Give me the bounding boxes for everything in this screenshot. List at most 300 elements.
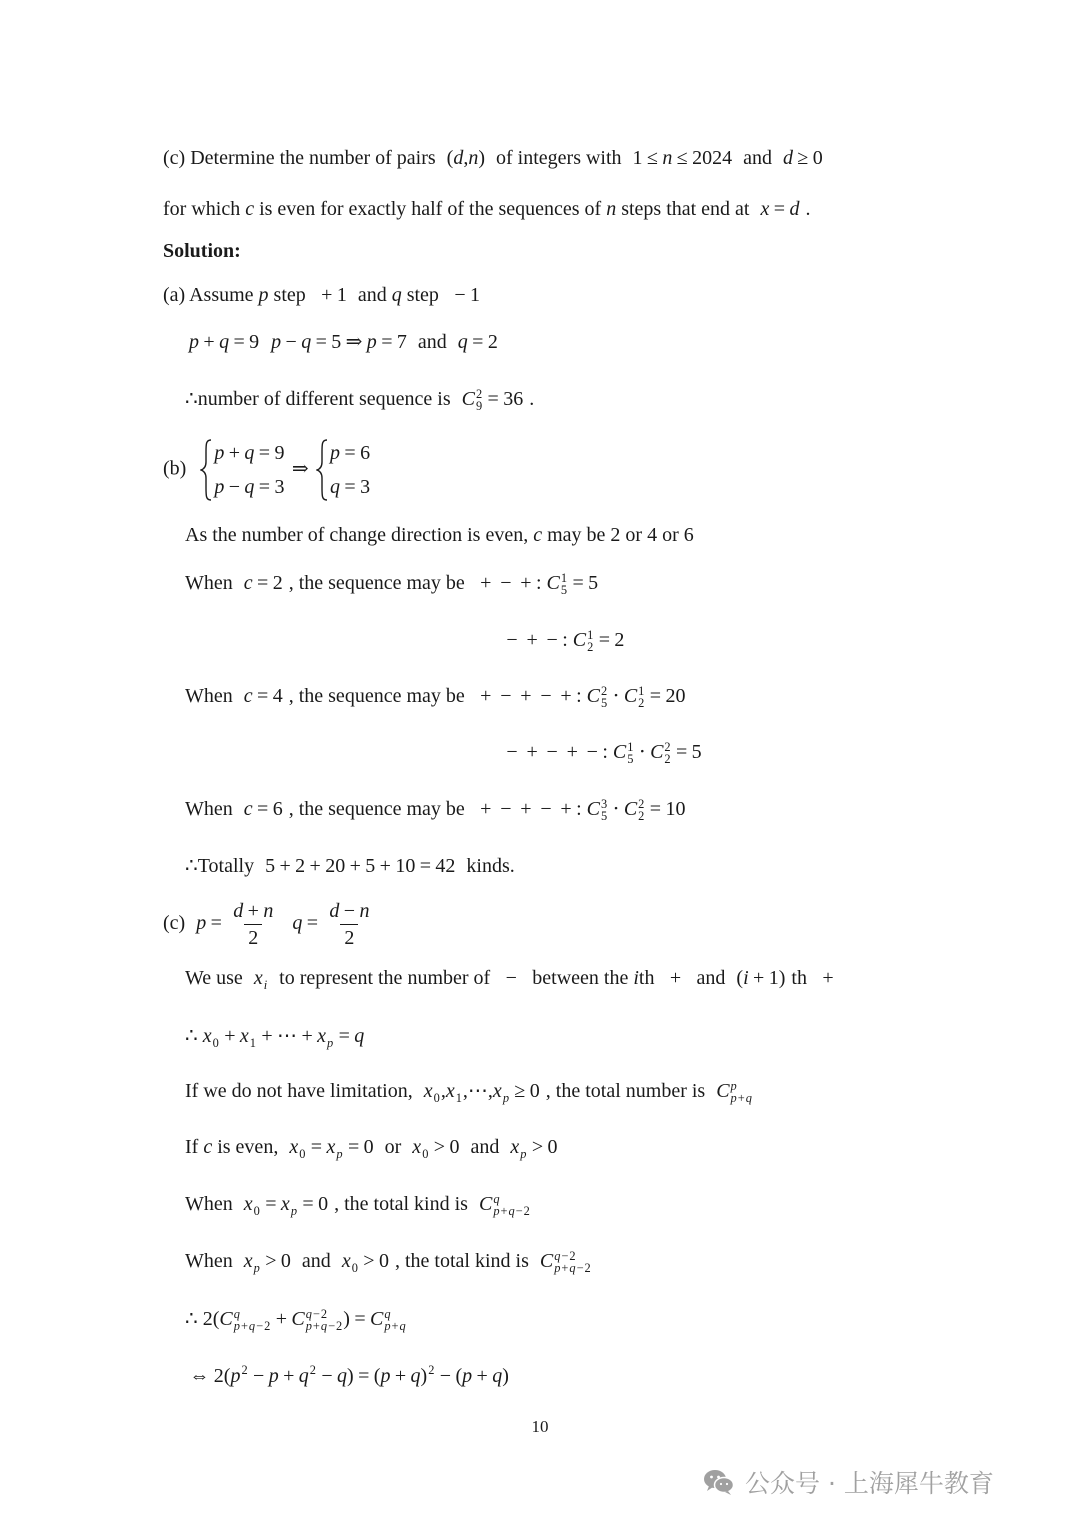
math-base: x <box>341 1250 351 1272</box>
superscript: 1 <box>638 684 645 699</box>
math-term <box>818 967 838 989</box>
text-run: When <box>185 1250 238 1272</box>
math-expression <box>418 1080 546 1105</box>
part-b-parity-note <box>185 523 694 547</box>
script-stack <box>731 1080 752 1105</box>
solution-heading <box>163 239 241 263</box>
math-term <box>423 1080 441 1105</box>
text-run: or <box>379 1136 407 1158</box>
math-base: q = 2 <box>457 331 498 353</box>
script-stack <box>638 685 644 710</box>
math-term <box>412 1136 429 1161</box>
script-stack <box>601 798 607 823</box>
math-base: x <box>326 1136 336 1158</box>
math-term <box>185 1025 203 1047</box>
math-term <box>783 147 823 169</box>
bold-heading: Solution: <box>163 240 241 262</box>
math-base: + <box>669 967 682 989</box>
math-expression <box>179 1025 370 1050</box>
superscript: 2 <box>664 740 671 755</box>
left-brace-icon <box>200 438 212 502</box>
script-stack <box>503 1092 509 1104</box>
math-term <box>292 912 322 934</box>
math-term <box>633 147 733 169</box>
math-term <box>287 458 313 480</box>
script-stack <box>476 388 482 413</box>
math-base: C <box>291 1308 305 1330</box>
text-run: may be 2 or 4 or 6 <box>542 524 694 546</box>
script-stack <box>352 1262 358 1274</box>
subscript: 0 <box>422 1146 429 1161</box>
math-base: > 0 <box>265 1250 291 1272</box>
math-term <box>650 740 672 767</box>
math-expression <box>534 1249 598 1276</box>
math-variable: i <box>633 967 639 989</box>
math-term <box>586 684 609 711</box>
math-term <box>185 1365 249 1387</box>
math-base: ⋅ <box>612 685 620 707</box>
text-run: , the total kind is <box>334 1193 473 1215</box>
math-base: C <box>586 685 600 707</box>
superscript: 1 <box>627 740 634 755</box>
text-run: and <box>738 147 777 169</box>
math-expression <box>659 967 691 989</box>
math-term <box>645 798 685 820</box>
math-term <box>608 798 624 820</box>
math-base: − (p + q) <box>439 1365 509 1387</box>
math-term <box>220 1025 240 1047</box>
script-stack <box>664 741 670 766</box>
math-term <box>623 684 646 711</box>
part-b-case-c4-first <box>185 684 691 710</box>
text-run: and <box>465 1136 505 1158</box>
math-expression <box>495 967 527 989</box>
text-run: When <box>185 685 238 707</box>
math-base: ⋅ <box>612 798 620 820</box>
math-base: C <box>572 629 587 651</box>
text-run: and <box>296 1250 336 1272</box>
superscript: p <box>730 1079 737 1094</box>
math-base: − + − + − : <box>506 741 608 763</box>
math-term <box>341 1250 359 1275</box>
math-base: ⋅ <box>638 741 646 763</box>
math-base: C <box>650 741 664 763</box>
script-stack <box>456 1092 462 1104</box>
math-term <box>510 1136 527 1161</box>
math-expression <box>311 284 353 306</box>
math-base: x <box>280 1193 290 1215</box>
part-c-xi-definition <box>185 966 844 991</box>
math-term <box>463 1080 493 1102</box>
math-term <box>298 1193 328 1215</box>
superscript: 2 <box>600 684 608 699</box>
math-term <box>612 740 635 767</box>
math-base: + <box>224 1025 236 1047</box>
math-term <box>716 1079 753 1106</box>
math-term <box>586 797 609 824</box>
text-run: When <box>185 798 238 820</box>
superscript: 2 <box>241 1363 248 1378</box>
math-term <box>672 741 702 763</box>
subscript: p+q−2 <box>554 1261 591 1276</box>
superscript: 2 <box>475 387 483 402</box>
math-term <box>291 1307 343 1334</box>
script-stack <box>241 1364 247 1376</box>
math-base: ≥ 0 <box>514 1080 540 1102</box>
math-base: = <box>310 1136 323 1158</box>
math-expression <box>238 1193 334 1218</box>
math-base: x <box>492 1080 502 1102</box>
math-term <box>435 1365 508 1387</box>
math-term <box>185 1308 219 1330</box>
math-base: ∴ <box>185 1025 198 1047</box>
math-base: c = 6 <box>243 798 283 820</box>
math-base: ⇒ <box>291 457 309 480</box>
math-term <box>219 1307 271 1334</box>
script-stack <box>264 979 267 991</box>
math-expression <box>336 1250 395 1275</box>
math-base: C <box>546 572 560 594</box>
part-b-total <box>185 854 515 878</box>
math-base: + ⋯ + <box>261 1025 313 1047</box>
subscript: 0 <box>212 1035 219 1050</box>
math-base: x <box>317 1025 326 1047</box>
math-expression <box>238 685 289 707</box>
math-base: = <box>265 1193 277 1215</box>
subscript: p+q−2 <box>305 1319 343 1334</box>
math-term <box>271 331 407 353</box>
math-term <box>189 331 259 353</box>
text-run: is even, <box>212 1136 284 1158</box>
math-base: = 5 <box>676 741 702 763</box>
math-term <box>546 571 569 598</box>
math-base: x <box>243 1250 253 1272</box>
script-stack <box>291 1205 297 1217</box>
math-term <box>289 1136 306 1161</box>
math-base: − q) = (p + q) <box>321 1365 428 1387</box>
part-a-setup <box>163 283 486 307</box>
fraction-denominator: 2 <box>244 924 262 951</box>
text-run: , the total number is <box>545 1080 711 1102</box>
math-expression <box>456 387 530 414</box>
math-expression <box>755 198 806 220</box>
math-term <box>359 1250 389 1272</box>
watermark-text: 公众号 · 上海犀牛教育 <box>745 1469 994 1498</box>
math-base: , <box>440 1080 446 1102</box>
math-expression <box>504 1136 563 1161</box>
part-a-equations <box>183 330 504 354</box>
math-term <box>736 967 785 989</box>
script-stack <box>306 1308 343 1333</box>
math-expression <box>473 1192 537 1219</box>
equation-system <box>316 436 370 504</box>
math-base: = 10 <box>649 798 686 820</box>
script-stack <box>627 741 633 766</box>
math-base: x <box>239 1025 249 1047</box>
script-stack <box>254 1262 260 1274</box>
math-term <box>476 572 547 594</box>
math-expression <box>730 967 791 989</box>
script-stack <box>384 1308 405 1333</box>
part-b-case-c6 <box>185 797 691 823</box>
math-base: > 0 <box>531 1136 558 1158</box>
text-run: (c) <box>163 912 191 935</box>
script-stack <box>234 1308 271 1333</box>
subscript: p+q−2 <box>493 1204 530 1219</box>
math-expression <box>190 900 286 949</box>
math-base: + <box>822 967 834 989</box>
equation-row: p + q = 9 <box>214 442 285 464</box>
math-base: c = 2 <box>243 572 283 594</box>
text-run: . <box>805 198 811 220</box>
subscript: p <box>290 1203 298 1218</box>
text-run: of integers with <box>491 147 627 169</box>
subscript: 5 <box>600 696 608 711</box>
text-run: step <box>401 284 444 306</box>
math-variable: c <box>533 524 543 546</box>
math-base: c = 4 <box>243 685 283 707</box>
math-base: q = <box>292 912 318 935</box>
math-base: x <box>243 1193 253 1215</box>
equation-row: p − q = 3 <box>214 476 285 498</box>
part-b-system <box>163 436 379 504</box>
subscript: p+q <box>384 1319 406 1334</box>
subscript: p <box>327 1035 334 1050</box>
fraction-denominator: 2 <box>340 924 358 951</box>
math-variable: n <box>606 198 617 220</box>
math-term <box>239 1025 257 1050</box>
math-expression <box>179 1307 413 1334</box>
math-base: 1 ≤ n ≤ 2024 <box>632 147 733 169</box>
math-term <box>343 1308 370 1330</box>
subscript: p <box>336 1146 343 1161</box>
math-base: p + q = 9 <box>189 331 260 353</box>
math-base: + 1 <box>321 284 347 306</box>
math-expression <box>496 628 630 655</box>
math-term <box>369 1307 407 1334</box>
text-run: between the <box>527 967 634 989</box>
fraction-numerator: d − n <box>329 900 370 922</box>
math-term <box>608 685 624 707</box>
math-term <box>634 741 650 763</box>
part-c-case-zero <box>185 1192 537 1218</box>
subscript: 5 <box>600 809 608 824</box>
subscript: p <box>253 1260 260 1275</box>
math-expression <box>444 284 486 306</box>
part-c-equation <box>179 1307 413 1333</box>
math-expression <box>238 798 289 820</box>
math-base: C <box>461 388 475 410</box>
script-stack <box>428 1364 434 1376</box>
math-base: + − + : <box>480 572 542 594</box>
script-stack <box>336 1148 342 1160</box>
script-stack <box>250 1037 256 1049</box>
text-run: When <box>185 1193 238 1215</box>
text-run: and <box>691 967 731 989</box>
math-base: C <box>478 1193 493 1215</box>
math-expression <box>496 740 708 767</box>
math-base: + − + − + : <box>480 798 582 820</box>
equation-system <box>200 436 284 504</box>
math-term <box>492 1080 510 1105</box>
math-expression <box>248 967 274 992</box>
superscript: 2 <box>309 1363 316 1378</box>
superscript: q <box>384 1307 391 1322</box>
text-run: and <box>352 284 392 306</box>
math-term <box>257 1025 317 1047</box>
math-base: x <box>445 1080 455 1102</box>
subscript: i <box>263 977 268 992</box>
subscript: 2 <box>664 752 671 767</box>
superscript: q−2 <box>305 1307 328 1322</box>
math-term <box>761 198 800 220</box>
math-base: x = d <box>760 198 800 220</box>
math-base: C <box>369 1308 384 1330</box>
subscript: 2 <box>587 640 594 655</box>
text-run: . <box>529 388 535 410</box>
math-term <box>458 331 498 353</box>
math-term <box>447 147 485 169</box>
superscript: 1 <box>587 628 594 643</box>
math-base: = 20 <box>649 685 686 707</box>
text-run: (c) Determine the number of pairs <box>163 147 441 169</box>
subscript: 5 <box>560 583 568 598</box>
math-term <box>445 1080 463 1105</box>
text-run: , the sequence may be <box>288 572 470 594</box>
math-term <box>280 1193 298 1218</box>
math-variable: c <box>245 198 255 220</box>
script-stack <box>327 1037 333 1049</box>
math-term <box>243 1193 261 1218</box>
math-base: + <box>275 1308 287 1330</box>
math-expression <box>179 1365 515 1387</box>
math-term <box>265 855 455 877</box>
text-run: If <box>185 1136 204 1158</box>
text-run: is even for exactly half of the sequences of <box>254 198 607 220</box>
math-base: = 5 <box>572 572 599 594</box>
text-run: ∴number of different sequence is <box>185 388 456 410</box>
subscript: p <box>502 1090 510 1105</box>
math-base: (d,n) <box>446 147 486 169</box>
math-term <box>244 798 283 820</box>
math-base: ,⋯, <box>462 1080 493 1102</box>
text-run: , the total kind is <box>394 1250 534 1272</box>
math-term <box>326 1136 343 1161</box>
script-stack <box>587 629 593 654</box>
math-term <box>476 685 587 707</box>
text-run: th <box>638 967 660 989</box>
script-stack <box>493 1193 530 1218</box>
math-expression <box>777 147 829 169</box>
text-run: kinds. <box>461 855 515 877</box>
subscript: p+q−2 <box>233 1319 271 1334</box>
math-base: > 0 <box>363 1250 389 1272</box>
math-term <box>594 629 624 651</box>
text-run: , the sequence may be <box>288 685 470 707</box>
math-base: p = <box>196 912 222 935</box>
part-c-question-line-1 <box>163 146 829 170</box>
math-base: = 36 <box>487 388 524 410</box>
math-term <box>244 572 283 594</box>
math-base: ) = <box>343 1308 366 1330</box>
math-expression <box>470 797 692 824</box>
left-brace-icon <box>316 438 328 502</box>
part-c-definitions <box>163 898 382 951</box>
math-term <box>429 1136 459 1158</box>
math-term <box>527 1136 557 1158</box>
math-term <box>539 1249 592 1276</box>
math-base: p − q = 5 ⇒ p = 7 <box>271 331 407 353</box>
subscript: 1 <box>455 1090 462 1105</box>
math-term <box>317 1365 435 1387</box>
math-term <box>568 572 598 594</box>
script-stack <box>422 1148 428 1160</box>
math-expression <box>710 1079 759 1106</box>
math-base: − 1 <box>454 284 480 306</box>
math-base: − <box>505 967 517 989</box>
math-base: C <box>539 1250 554 1272</box>
math-base: d ≥ 0 <box>782 147 823 169</box>
math-term <box>196 912 226 934</box>
math-base: (i + 1) <box>736 967 786 989</box>
script-stack <box>554 1250 591 1275</box>
text-run: (b) <box>163 457 192 480</box>
math-term <box>572 628 595 655</box>
math-expression <box>191 442 379 498</box>
math-term <box>483 388 523 410</box>
subscript: p <box>520 1146 527 1161</box>
math-expression <box>238 1250 297 1275</box>
superscript: q <box>233 1307 240 1322</box>
math-base: ∴ 2( <box>185 1308 220 1330</box>
subscript: 2 <box>638 809 645 824</box>
part-c-expanded-equation <box>179 1364 515 1388</box>
fraction <box>229 898 277 951</box>
equation-row: q = 3 <box>330 476 371 498</box>
text-run: steps that end at <box>616 198 755 220</box>
math-expression <box>627 147 739 169</box>
math-term <box>476 798 587 820</box>
fraction-numerator: d + n <box>233 900 274 922</box>
math-term <box>244 685 283 707</box>
text-run: to represent the number of <box>274 967 496 989</box>
math-base: − p + q <box>253 1365 309 1387</box>
math-term <box>306 1136 326 1158</box>
math-base: C <box>586 798 600 820</box>
text-run: As the number of change direction is even, <box>185 524 534 546</box>
script-stack <box>213 1037 219 1049</box>
superscript: 2 <box>428 1363 435 1378</box>
equation-rows <box>214 436 284 504</box>
math-expression <box>452 331 504 353</box>
math-term <box>501 967 521 989</box>
math-term <box>202 1025 220 1050</box>
math-term <box>317 1025 334 1050</box>
math-base: = q <box>338 1025 365 1047</box>
script-stack <box>254 1205 260 1217</box>
subscript: 1 <box>249 1035 256 1050</box>
script-stack <box>601 685 607 710</box>
math-term <box>334 1025 364 1047</box>
text-run: If we do not have limitation, <box>185 1080 418 1102</box>
text-run: for which <box>163 198 246 220</box>
math-base: x <box>510 1136 520 1158</box>
part-b-case-c2-first <box>185 571 604 597</box>
math-term <box>271 1308 291 1330</box>
subscript: 0 <box>433 1090 440 1105</box>
math-variable: p <box>258 284 269 306</box>
wechat-icon <box>703 1468 735 1496</box>
